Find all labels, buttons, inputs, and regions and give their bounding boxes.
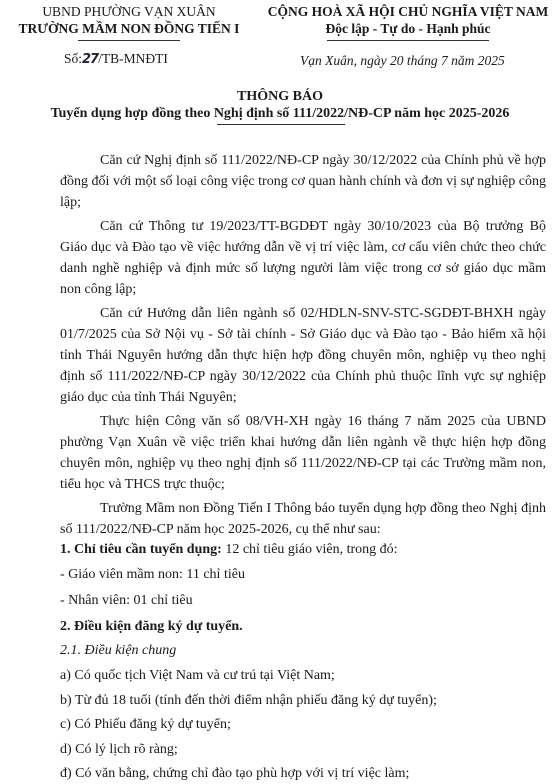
- national-motto: Độc lập - Tự do - Hạnh phúc: [325, 21, 491, 36]
- condition-item: b) Từ đủ 18 tuổi (tính đến thời điểm nhận phiếu đăng ký dự tuyển);: [60, 693, 437, 708]
- national-motto-block: [258, 3, 558, 38]
- document-title: THÔNG BÁO: [237, 89, 323, 104]
- section1-item: - Giáo viên mầm non: 11 chỉ tiêu: [60, 567, 245, 582]
- section1-heading-line: [60, 539, 398, 560]
- condition-item: c) Có Phiếu đăng ký dự tuyển;: [60, 717, 231, 732]
- doc-no-handwritten: 27: [82, 52, 99, 67]
- section2-heading: 2. Điều kiện đăng ký dự tuyển.: [60, 619, 243, 634]
- issuer-underline: [78, 40, 180, 41]
- section1-heading: 1. Chỉ tiêu cần tuyển dụng:: [60, 542, 222, 557]
- document-number: [64, 51, 168, 67]
- motto-underline: [327, 40, 489, 41]
- place-date: Vạn Xuân, ngày 20 tháng 7 năm 2025: [300, 53, 505, 68]
- paragraph-legal-basis-1: Căn cứ Nghị định số 111/2022/NĐ-CP ngày 30/12/2022 của Chính phủ về hợp đồng đối với một số loại công việc trong cơ quan hành chính và đơn vị sự nghiệp công lập;: [60, 153, 546, 210]
- section1-heading-rest: 12 chỉ tiêu giáo viên, trong đó:: [221, 542, 398, 557]
- issuer-parent-org: UBND PHƯỜNG VẠN XUÂN: [42, 4, 216, 19]
- subtitle-underline: [217, 124, 345, 125]
- condition-item: d) Có lý lịch rõ ràng;: [60, 742, 178, 757]
- paragraph-implementation: Thực hiện Công văn số 08/VH-XH ngày 16 tháng 7 năm 2025 của UBND phường Vạn Xuân về việc triển khai hướng dẫn liên ngành về thực hiện hợp đồng chuyên môn, nghiệp vụ theo nghị định số 111/2022/NĐ-CP tại các Trường mầm non, tiểu học và THCS trực thuộc;: [60, 414, 546, 492]
- national-title: CỘNG HOÀ XÃ HỘI CHỦ NGHĨA VIỆT NAM: [267, 4, 549, 19]
- condition-item: a) Có quốc tịch Việt Nam và cư trú tại Việt Nam;: [60, 668, 335, 683]
- issuer-school-name: TRƯỜNG MẦM NON ĐỒNG TIẾN I: [18, 21, 240, 36]
- section2-subheading-general: 2.1. Điều kiện chung: [60, 643, 177, 658]
- paragraph-legal-basis-2: Căn cứ Thông tư 19/2023/TT-BGDĐT ngày 30/10/2023 của Bộ trưởng Bộ Giáo dục và Đào tạo về việc hướng dẫn về vị trí việc làm, cơ cấu viên chức theo chức danh nghề nghiệp và định mức số lượng người làm việc trong cơ sở giáo dục mầm non công lập;: [60, 219, 546, 297]
- doc-no-suffix: /TB-MNĐTI: [98, 51, 168, 66]
- paragraph-legal-basis-3: Căn cứ Hướng dẫn liên ngành số 02/HDLN-SNV-STC-SGDĐT-BHXH ngày 01/7/2025 của Sở Nội vụ - Sở tài chính - Sở Giáo dục và Đào tạo - Bảo hiểm xã hội tỉnh Thái Nguyên hướng dẫn thực hiện hợp đồng chuyên môn, nghiệp vụ theo nghị định số 111/2022/NĐ-CP ngày 30/12/2022 của Chính phủ thuộc lĩnh vực sự nghiệp giáo dục của tỉnh Thái Nguyên;: [60, 306, 546, 405]
- paragraph-announcement: Trường Mầm non Đồng Tiến I Thông báo tuyển dụng hợp đồng theo Nghị định số 111/2022/NĐ-CP năm học 2025-2026, cụ thể như sau:: [60, 501, 546, 537]
- section1-item: - Nhân viên: 01 chỉ tiêu: [60, 593, 193, 608]
- issuer-block: [4, 3, 254, 37]
- condition-item: đ) Có văn bằng, chứng chỉ đào tạo phù hợp với vị trí việc làm;: [60, 766, 410, 781]
- document-subtitle: Tuyển dụng hợp đồng theo Nghị định số 111/2022/NĐ-CP năm học 2025-2026: [50, 106, 510, 121]
- doc-no-prefix: Số:: [64, 51, 83, 66]
